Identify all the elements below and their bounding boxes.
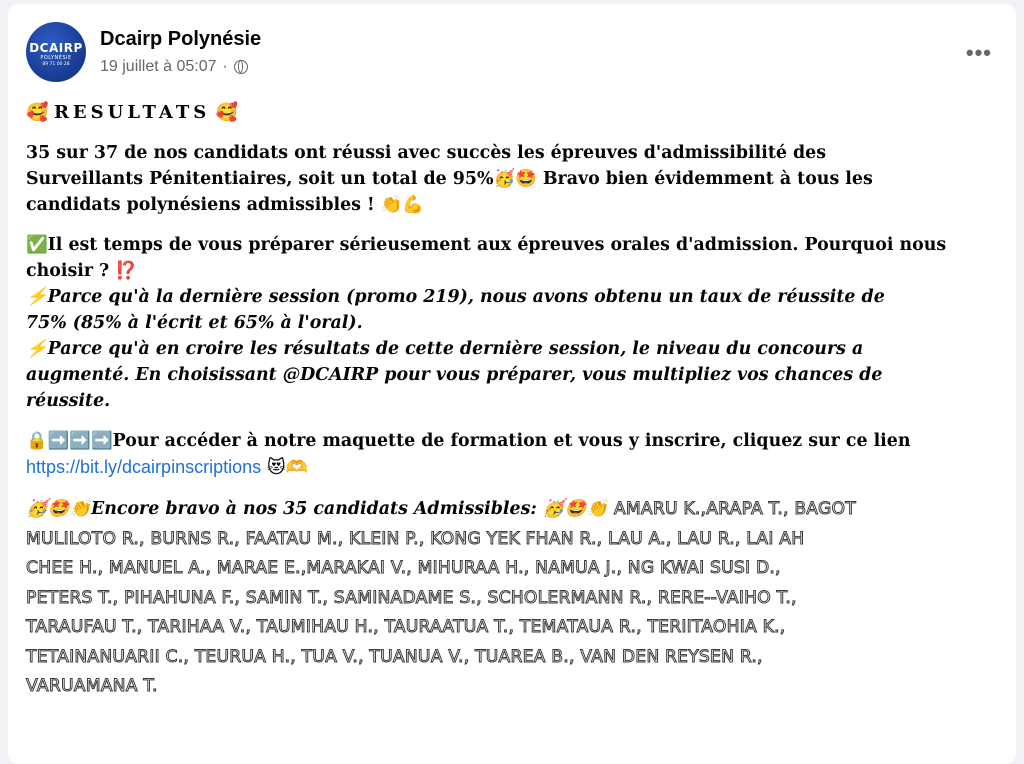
smiling-hearts-icon: 🥰	[26, 102, 49, 123]
heading-paragraph	[26, 100, 998, 126]
signup-paragraph	[26, 428, 998, 481]
results-line-2: Surveillants Pénitentiaires, soit un total de 95%🥳🤩 Bravo bien évidemment à tous les	[26, 169, 873, 189]
avatar-brand: DCAIRP	[29, 41, 83, 55]
smiling-hearts-icon-right: 🥰	[215, 102, 239, 123]
inscriptions-link[interactable]: https://bit.ly/dcairpinscriptions	[26, 457, 262, 477]
more-options-button[interactable]: •••	[965, 40, 992, 65]
admission-line-7: réussite.	[26, 391, 111, 411]
signup-line-1: 🔒➡️➡️➡️Pour accéder à notre maquette de formation et vous y inscrire, cliquez sur ce lien	[26, 431, 911, 451]
names-line-6: TETAINANUARII C., TEURUA H., TUA V., TUANUA V., TUAREA B., VAN DEN REYSEN R.,	[26, 646, 763, 667]
congrats-intro: 🥳🤩👏Encore bravo à nos 35 candidats Admissibles: 🥳🤩👏	[26, 499, 614, 519]
admission-line-5: ⚡Parce qu'à en croire les résultats de cette dernière session, le niveau du concours a	[26, 339, 864, 359]
avatar[interactable]	[26, 22, 86, 82]
avatar-subtitle: POLYNÉSIE	[40, 55, 72, 61]
avatar-phone: 89 71 00 28	[42, 62, 70, 67]
admission-paragraph	[26, 232, 998, 414]
post-card	[8, 4, 1016, 764]
globe-icon[interactable]	[234, 60, 248, 74]
page-name-link[interactable]: Dcairp Polynésie	[100, 28, 262, 50]
admission-line-6: augmenté. En choisissant @DCAIRP pour vous préparer, vous multipliez vos chances de	[26, 365, 883, 385]
results-heading: RESULTATS	[53, 102, 211, 123]
admission-line-3: ⚡Parce qu'à la dernière session (promo 219), nous avons obtenu un taux de réussite de	[26, 287, 885, 307]
names-line-2: MULILOTO R., BURNS R., FAATAU M., KLEIN P., KONG YEK FHAN R., LAU A., LAU R., LAI AH	[26, 528, 805, 549]
admission-line-4: 75% (85% à l'écrit et 65% à l'oral).	[26, 313, 363, 333]
names-line-5: TARAUFAU T., TARIHAA V., TAUMIHAU H., TAURAATUA T., TEMATAUA R., TERIITAOHIA K.,	[26, 617, 786, 637]
admission-line-2: choisir ? ⁉️	[26, 261, 137, 281]
post-timestamp[interactable]: 19 juillet à 05:07	[100, 58, 217, 75]
results-paragraph	[26, 140, 998, 218]
results-line-1: 35 sur 37 de nos candidats ont réussi avec succès les épreuves d'admissibilité des	[26, 143, 827, 163]
meta-separator: ·	[222, 58, 228, 75]
names-line-1: AMARU K.,ARAPA T., BAGOT	[613, 499, 856, 519]
names-line-7: VARUAMANA T.	[26, 676, 158, 696]
heart-eyes-cat-icon: 😻🫶	[261, 457, 309, 478]
names-line-3: CHEE H., MANUEL A., MARAE E.,MARAKAI V., MIHURAA H., NAMUA J., NG KWAI SUSI D.,	[26, 558, 781, 578]
results-line-3: candidats polynésiens admissibles ! 👏💪	[26, 195, 424, 215]
post-body	[26, 100, 998, 716]
names-line-4: PETERS T., PIHAHUNA F., SAMIN T., SAMINADAME S., SCHOLERMANN R., RERE--VAIHO T.,	[26, 587, 797, 608]
post-meta	[100, 58, 248, 76]
admission-line-1: ✅Il est temps de vous préparer sérieusement aux épreuves orales d'admission. Pourquoi nous	[26, 235, 947, 255]
post-header	[26, 22, 998, 86]
congrats-paragraph	[26, 495, 998, 702]
